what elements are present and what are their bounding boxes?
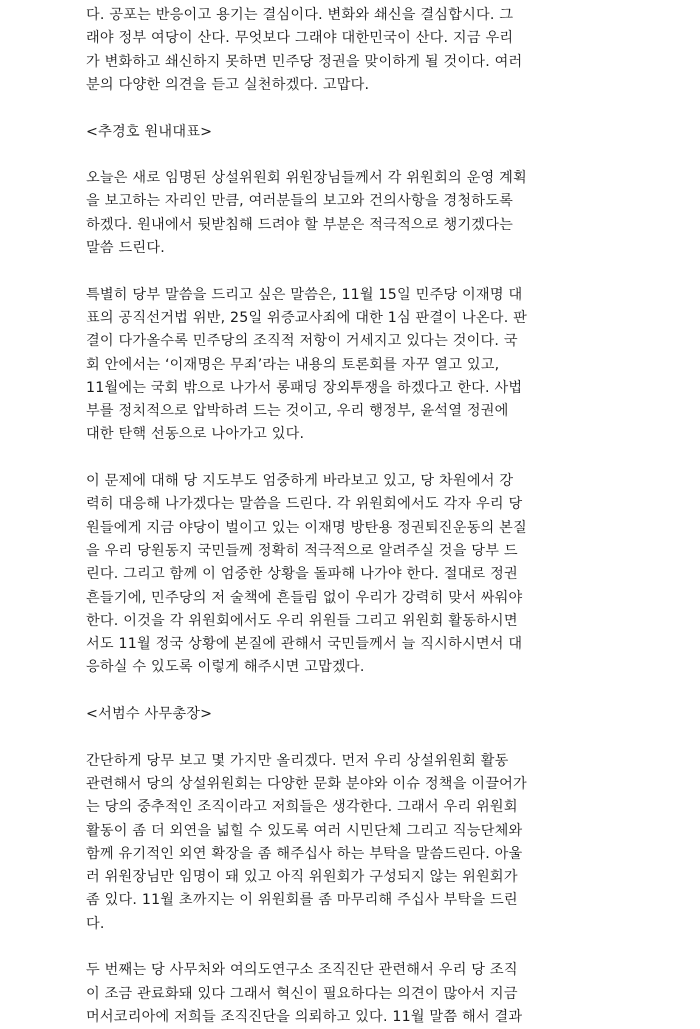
text-line: 응하실 수 있도록 이렇게 해주시면 고맙겠다.: [86, 659, 365, 676]
text-line: 가 변화하고 쇄신하지 못하면 민주당 정권을 맞이하게 될 것이다. 여러: [86, 53, 523, 70]
text-line: 린다. 그리고 함께 이 엄중한 상황을 돌파해 나가야 한다. 절대로 정권: [86, 566, 518, 583]
text-line: 두 번째는 당 사무처와 여의도연구소 조직진단 관련해서 우리 당 조직: [86, 962, 518, 979]
text-line: 래야 정부 여당이 산다. 무엇보다 그래야 대한민국이 산다. 지금 우리: [86, 30, 514, 47]
text-line: 머서코리아에 저희들 조직진단을 의뢰하고 있다. 11월 말쯤 해서 결과: [86, 1008, 523, 1025]
text-line: 좀 있다. 11월 초까지는 이 위원회를 좀 마무리해 주십사 부탁을 드린: [86, 892, 518, 909]
text-line: 한다. 이것을 각 위원회에서도 우리 위원들 그리고 위원회 활동하시면: [86, 612, 518, 629]
text-line: 력히 대응해 나가겠다는 말씀을 드린다. 각 위원회에서도 각자 우리 당: [86, 496, 523, 513]
text-line: 다.: [86, 915, 105, 932]
text-line: 활동이 좀 더 외연을 넓힐 수 있도록 여러 시민단체 그리고 직능단체와: [86, 822, 523, 839]
text-line: 원들에게 지금 야당이 벌이고 있는 이재명 방탄용 정권퇴진운동의 본질: [86, 519, 527, 536]
text-line: 결이 다가올수록 민주당의 조직적 저항이 거세지고 있다는 것이다. 국: [86, 333, 518, 350]
text-line: 특별히 당부 말씀을 드리고 싶은 말씀은, 11월 15일 민주당 이재명 대: [86, 286, 523, 303]
text-line: 간단하게 당무 보고 몇 가지만 올리겠다. 먼저 우리 상설위원회 활동: [86, 752, 509, 769]
text-line: 부를 정치적으로 압박하려 드는 것이고, 우리 행정부, 윤석열 정권에: [86, 403, 509, 420]
text-line: 하겠다. 원내에서 뒷받침해 드려야 할 부분은 적극적으로 챙기겠다는: [86, 216, 514, 233]
text-line: 표의 공직선거법 위반, 25일 위증교사죄에 대한 1심 판결이 나온다. 판: [86, 309, 528, 326]
text-line: 대한 탄핵 선동으로 나아가고 있다.: [86, 426, 305, 443]
text-line: 함께 유기적인 외연 확장을 좀 해주십사 하는 부탁을 말씀드린다. 아울: [86, 845, 523, 862]
text-line: 관련해서 당의 상설위원회는 다양한 문화 분야와 이슈 정책을 이끌어가: [86, 775, 527, 792]
text-line: 11월에는 국회 밖으로 나가서 롱패딩 장외투쟁을 하겠다고 한다. 사법: [86, 379, 523, 396]
text-line: 이 문제에 대해 당 지도부도 엄중하게 바라보고 있고, 당 차원에서 강: [86, 473, 514, 489]
text-line: 을 보고하는 자리인 만큼, 여러분들의 보고와 건의사항을 경청하도록: [86, 193, 514, 210]
text-line: 말씀 드린다.: [86, 240, 165, 256]
text-line: <추경호 원내대표>: [86, 123, 213, 140]
text-line: 분의 다양한 의견을 듣고 실천하겠다. 고맙다.: [86, 76, 370, 93]
text-line: 오늘은 새로 임명된 상설위원회 위원장님들께서 각 위원회의 운영 계획: [86, 170, 527, 187]
text-line: 다. 공포는 반응이고 용기는 결심이다. 변화와 쇄신을 결심합시다. 그: [86, 7, 514, 23]
text-line: 회 안에서는 ‘이재명은 무죄’라는 내용의 토론회를 자꾸 열고 있고,: [86, 356, 500, 373]
text-line: 서도 11월 정국 상황에 본질에 관해서 국민들께서 늘 직시하시면서 대: [86, 636, 523, 653]
text-line: 이 조금 관료화돼 있다 그래서 혁신이 필요하다는 의견이 많아서 지금: [86, 985, 518, 1002]
text-line: 러 위원장님만 임명이 돼 있고 아직 위원회가 구성되지 않는 위원회가: [86, 869, 518, 886]
text-line: <서범수 사무총장>: [86, 706, 213, 722]
text-line: 흔들기에, 민주당의 저 술책에 흔들림 없이 우리가 강력히 맞서 싸워야: [86, 589, 523, 606]
text-line: 을 우리 당원동지 국민들께 정확히 적극적으로 알려주실 것을 당부 드: [86, 542, 518, 559]
text-line: 는 당의 중추적인 조직이라고 저희들은 생각한다. 그래서 우리 위원회: [86, 799, 518, 816]
